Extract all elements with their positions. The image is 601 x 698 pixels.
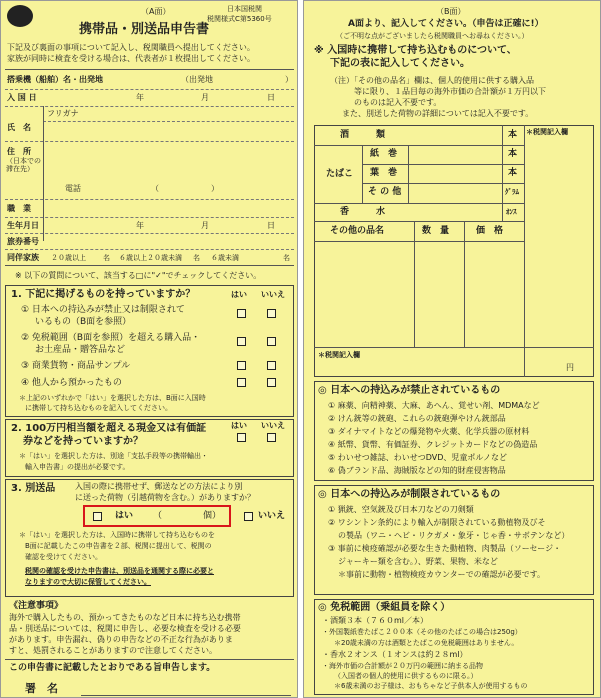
address-note: （日本での滞在先） bbox=[6, 157, 41, 174]
q1-1-no-checkbox[interactable] bbox=[267, 309, 276, 318]
q2-yes-checkbox[interactable] bbox=[237, 433, 246, 442]
agency-name: 日本国税関 bbox=[227, 5, 262, 13]
q1-3-yes-checkbox[interactable] bbox=[237, 361, 246, 370]
carry-in-table bbox=[314, 125, 594, 377]
prohibited-title: ◎ 日本への持込みが禁止されているもの bbox=[318, 385, 501, 396]
side-b-label: （B面） bbox=[436, 7, 466, 16]
flight-label: 搭乗機（船舶）名・出発地 bbox=[7, 75, 103, 84]
duty-free-title: ◎ 免税範囲（乗組員を除く） bbox=[318, 602, 451, 613]
question-2: 2. 100万円相当額を超える現金又は有価証 bbox=[11, 423, 207, 434]
restricted-title: ◎ 日本への持込みが制限されているもの bbox=[318, 489, 501, 500]
intro-line-1: 下記及び裏面の事項について記入し、税関職員へ提出してください。 bbox=[7, 43, 255, 52]
occupation-label: 職 業 bbox=[7, 204, 31, 213]
q1-3-no-checkbox[interactable] bbox=[267, 361, 276, 370]
address-label: 住 所 bbox=[7, 147, 31, 156]
tobacco-label: たばこ bbox=[326, 169, 354, 179]
caution-title: 《注意事項》 bbox=[9, 601, 64, 611]
price-header: 価 格 bbox=[476, 226, 504, 236]
customs-use-column: ＊税関記入欄 bbox=[526, 128, 568, 136]
signature-line[interactable] bbox=[81, 695, 291, 696]
side-a-label: （A面） bbox=[141, 7, 171, 16]
furigana-label: フリガナ bbox=[47, 109, 79, 118]
declaration-side-a: （A面） 日本国税関 税関様式C第5360号 携帯品・別送品申告書 下記及び裏面の事項について記入し、税関職員へ提出してください。 家族が同時に検査を受ける場合は、代表者が１枚提出してください。 搭乗機（船舶）名・出発地 （出発地 ） 入 国 日 年 月 日 フリガナ 氏 名 住 所 （日本での滞在先） 電話 （ ） 職 業 生年月日 年 月 日 旅券番号 同伴家族 ２０歳以上 名 ６歳以上２０歳未満 名 ６歳未満 名 ※ 以下の質問について、該当する□に"✓"でチェックしてください。 1. 下記に掲げるものを持っていますか？ はい いいえ ① 日本への持込みが禁止又は制限されて いるもの（B面を参照） ② 免税範囲（B面を参照）を超える購入品・ お土産品・贈答品など ③ 商業貨物・商品サンプル ④ 他人から預かったもの ＊上記のいずれかで「はい」を選択した方は、B面に入国時 に携帯して持ち込むものを記入してください。 2. 100万円相当額を超える現金又は有価証 券などを持っていますか？ はい いいえ ＊「はい」を選択した方は、別途「支払手段等の携帯輸出・ 輸入申告書」の提出が必要です。 3. 別送品 入国の際に携帯せず、郵送などの方法により別 に送った荷物（引越荷物を含む。）がありますか？ はい （ 個） いいえ ＊「はい」を選択した方は、入国時に携帯して持ち込むものを B面に記載したこの申告書を２部、税関に提出して、税関の 確認を受けてください。 税関の確認を受けた申告書は、別送品を通関する際に必要と なりますので大切に保管してください。 《注意事項》 海外で購入したもの、預かってきたものなど日本に持ち込む携帯 品・別送品については、税関に申告し、必要な検査を受ける必要 があります。申告漏れ、偽りの申告などの不正な行為がありま すと、処罰されることがありますので注意してください。 この申告書に記載したとおりである旨申告します。 署 名 bbox=[0, 0, 298, 698]
name-label: 氏 名 bbox=[7, 123, 31, 132]
form-title: 携帯品・別送品申告書 bbox=[79, 22, 210, 37]
liquor-label: 酒 類 bbox=[340, 130, 386, 140]
departure-label: （出発地 bbox=[181, 75, 213, 84]
q1-2-yes-checkbox[interactable] bbox=[237, 337, 246, 346]
customs-emblem-icon bbox=[7, 5, 33, 27]
other-items-header: その他の品名 bbox=[330, 226, 385, 236]
form-number: 税関様式C第5360号 bbox=[207, 15, 272, 23]
family-label: 同伴家族 bbox=[7, 253, 39, 262]
q1-2-no-checkbox[interactable] bbox=[267, 337, 276, 346]
declaration-statement: この申告書に記載したとおりである旨申告します。 bbox=[9, 663, 216, 673]
birth-label: 生年月日 bbox=[7, 221, 39, 230]
q3-yes-checkbox[interactable] bbox=[93, 512, 102, 521]
quantity-header: 数 量 bbox=[422, 226, 450, 236]
q3-no-checkbox[interactable] bbox=[244, 512, 253, 521]
q1-1-yes-checkbox[interactable] bbox=[237, 309, 246, 318]
side-b-header: A面より、記入してください。（申告は正確に!） bbox=[348, 19, 544, 29]
question-3: 3. 別送品 bbox=[11, 483, 56, 494]
check-instruction: ※ 以下の質問について、該当する□に"✓"でチェックしてください。 bbox=[15, 271, 262, 280]
q1-4-yes-checkbox[interactable] bbox=[237, 378, 246, 387]
signature-label: 署 名 bbox=[25, 682, 58, 695]
intro-line-2: 家族が同時に検査を受ける場合は、代表者が１枚提出してください。 bbox=[7, 54, 255, 63]
side-b-subheader: （ご不明な点がございましたら税関職員へお尋ねください。） bbox=[336, 32, 529, 40]
q1-4-no-checkbox[interactable] bbox=[267, 378, 276, 387]
pieces-label: 個） bbox=[203, 511, 222, 521]
q2-no-checkbox[interactable] bbox=[267, 433, 276, 442]
perfume-label: 香 水 bbox=[340, 207, 386, 217]
customs-record-label: ＊税関記入欄 bbox=[318, 351, 360, 359]
question-1: 1. 下記に掲げるものを持っていますか？ bbox=[11, 289, 196, 300]
passport-label: 旅券番号 bbox=[7, 237, 39, 246]
section-carry-in: ※ 入国時に携帯して持ち込むものについて、 bbox=[314, 45, 517, 56]
declaration-side-b: （B面） A面より、記入してください。（申告は正確に!） （ご不明な点がございましたら税関職員へお尋ねください。） ※ 入国時に携帯して持ち込むものについて、 下記の表に記入してください。 （注）「その他の品名」欄は、個人的使用に供する購入品 等に限り、１品目毎の海外市価の合計額が１万円以下 のものは記入不要です。 また、別送した荷物の詳細については記入不要です。 酒 類 本 ＊税関記入欄 たばこ 紙 巻 本 葉 巻 本 そ の 他 ｸﾞﾗﾑ 香 水 ｵﾝｽ その他の品名 数 量 価 格 ＊税関記入欄 円 ◎ 日本への持込みが禁止されているもの ① 麻薬、向精神薬、大麻、あへん、覚せい剤、MDMAなど ② けん銃等の銃砲、これらの銃砲弾やけん銃部品 ③ ダイナマイトなどの爆発物や火薬、化学兵器の原材料 ④ 紙幣、貨幣、有価証券、クレジットカードなどの偽造品 ⑤ わいせつ雑誌、わいせつDVD、児童ポルノなど ⑥ 偽ブランド品、海賊版などの知的財産侵害物品 ◎ 日本への持込みが制限されているもの ① 猟銃、空気銃及び日本刀などの刀剣類 ② ワシントン条約により輸入が制限されている動植物及びそ の製品（ワニ・ヘビ・リクガメ・象牙・じゃ香・サボテンなど） ③ 事前に検疫確認が必要な生きた動植物、肉製品（ソーセージ・ ジャーキー類を含む。）、野菜、果物、米など ＊事前に動物・植物検疫カウンターでの確認が必要です。 ◎ 免税範囲（乗組員を除く） ・酒類３本（７６０ml／本） ・外国製紙巻たばこ２００本（その他のたばこの場合は250g） ＊20歳未満の方は酒類とたばこの免税範囲はありません。 ・香水２オンス（１オンスは約２８ml） ・海外市価の合計額が２０万円の範囲に納まる品物 （入国者の個人的使用に供するものに限る。） ＊6歳未満のお子様は、おもちゃなど子供本人が使用するもの bbox=[303, 0, 601, 698]
phone-label: 電話 bbox=[65, 184, 81, 193]
entry-date-label: 入 国 日 bbox=[7, 93, 37, 102]
